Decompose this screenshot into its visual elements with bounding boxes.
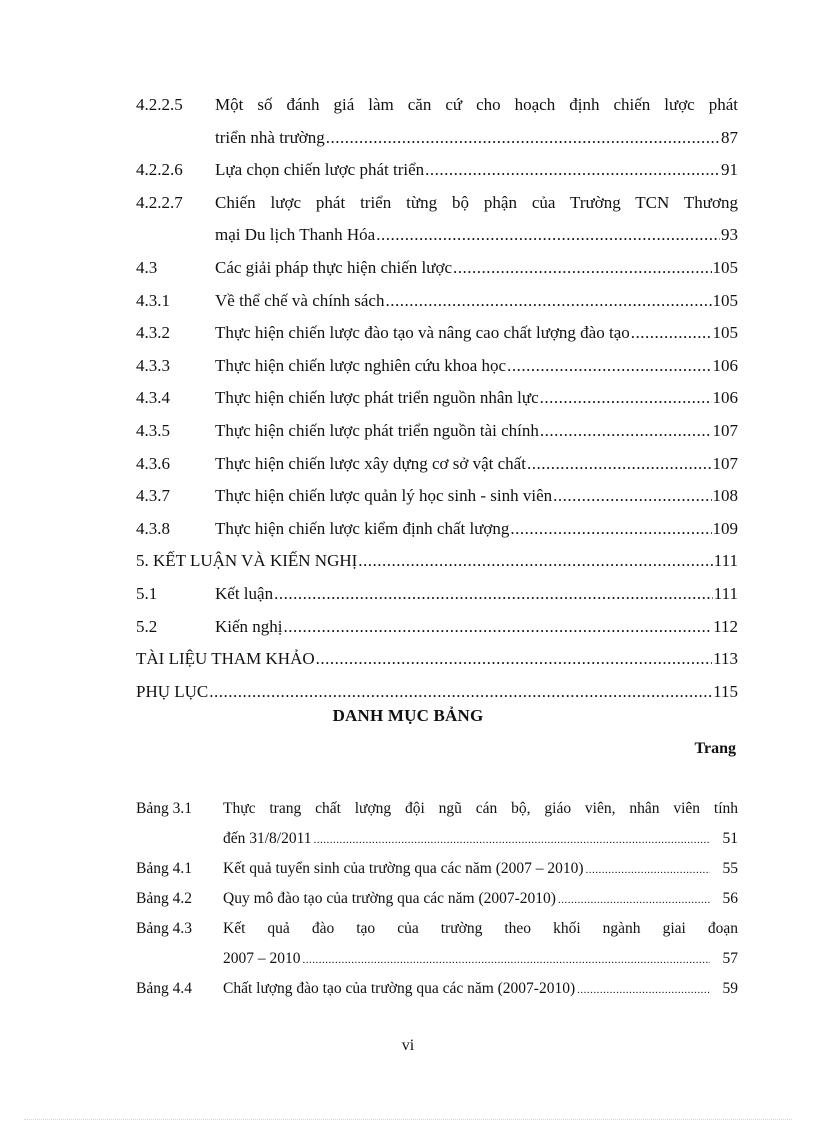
toc-title: PHỤ LỤC <box>136 681 209 701</box>
toc-leader <box>215 519 738 539</box>
toc-page: 87 <box>721 127 738 147</box>
toc-title: Thực hiện chiến lược kiểm định chất lượng <box>215 518 510 538</box>
table-entry[interactable] <box>136 976 738 1006</box>
table-page: 51 <box>722 830 738 847</box>
toc-number: 4.3.5 <box>136 420 170 440</box>
toc-number: 5.2 <box>136 616 158 636</box>
toc-leader <box>215 617 738 637</box>
toc-entry[interactable] <box>136 188 738 253</box>
table-number: Bảng 4.1 <box>136 860 192 877</box>
toc-page: 106 <box>712 388 738 408</box>
toc-leader <box>136 682 738 702</box>
table-title-cont: đến 31/8/2011 <box>223 830 312 847</box>
toc-page: 112 <box>713 616 738 636</box>
table-entry[interactable] <box>136 856 738 886</box>
toc-leader <box>215 291 738 311</box>
toc-leader <box>215 323 738 343</box>
table-page: 57 <box>722 950 738 967</box>
table-leader <box>223 860 738 878</box>
toc-number: 4.3.2 <box>136 323 170 343</box>
table-entry[interactable] <box>136 886 738 916</box>
toc-title: Lựa chọn chiến lược phát triển <box>215 160 425 180</box>
toc-leader <box>215 486 738 506</box>
toc-entry[interactable] <box>136 612 738 645</box>
toc-title: Thực hiện chiến lược xây dựng cơ sở vật chất <box>215 453 526 473</box>
toc-entry[interactable] <box>136 318 738 351</box>
toc-entry[interactable] <box>136 286 738 319</box>
page-edge-divider <box>24 1119 792 1120</box>
toc-page: 111 <box>713 583 738 603</box>
toc-entry[interactable] <box>136 481 738 514</box>
toc-entry[interactable] <box>136 416 738 449</box>
toc-leader <box>215 225 738 245</box>
toc-leader <box>215 454 738 474</box>
toc-title: Chiến lược phát triển từng bộ phận của Trường TCN Thương <box>215 192 738 212</box>
toc-entry[interactable] <box>136 579 738 612</box>
toc-page: 107 <box>712 420 738 440</box>
page-number: vi <box>401 1037 415 1054</box>
toc-leader <box>215 128 738 148</box>
toc-entry[interactable] <box>136 155 738 188</box>
table-title: Quy mô đào tạo của trường qua các năm (2007-2010) <box>223 890 556 907</box>
toc-number: 4.2.2.5 <box>136 95 183 114</box>
toc-leader <box>215 421 738 441</box>
toc-page: 113 <box>713 649 738 669</box>
table-title: Kết quả tuyển sinh của trường qua các năm (2007 – 2010) <box>223 860 584 877</box>
table-entry[interactable] <box>136 796 738 856</box>
toc-title: Thực hiện chiến lược quản lý học sinh - sinh viên <box>215 486 553 506</box>
toc-title-cont: mại Du lịch Thanh Hóa <box>215 225 376 245</box>
toc-entry[interactable] <box>136 546 738 579</box>
toc-number: 4.3.3 <box>136 355 170 375</box>
table-entry[interactable] <box>136 916 738 976</box>
table-of-contents <box>136 90 738 709</box>
toc-title: Thực hiện chiến lược đào tạo và nâng cao chất lượng đào tạo <box>215 323 630 343</box>
toc-leader <box>215 356 738 376</box>
toc-title: Thực hiện chiến lược phát triển nguồn tài chính <box>215 420 539 440</box>
toc-entry[interactable] <box>136 677 738 710</box>
table-page: 59 <box>722 980 738 997</box>
table-number: Bảng 4.4 <box>136 980 192 997</box>
toc-title: Thực hiện chiến lược phát triển nguồn nhân lực <box>215 388 539 408</box>
toc-leader <box>136 551 738 571</box>
toc-leader <box>215 160 738 180</box>
list-of-tables <box>136 796 738 1006</box>
table-leader <box>223 830 738 848</box>
toc-leader <box>215 584 738 604</box>
toc-entry[interactable] <box>136 351 738 384</box>
tables-list-heading: DANH MỤC BẢNG <box>332 706 484 725</box>
toc-page: 108 <box>712 486 738 506</box>
toc-page: 91 <box>721 160 738 180</box>
toc-page: 111 <box>713 551 738 571</box>
table-number: Bảng 4.2 <box>136 890 192 907</box>
toc-leader <box>136 649 738 669</box>
toc-title: Kết luận <box>215 583 274 603</box>
table-title: Chất lượng đào tạo của trường qua các năm (2007-2010) <box>223 980 576 997</box>
toc-number: 4.3.4 <box>136 388 170 408</box>
toc-title: Thực hiện chiến lược nghiên cứu khoa học <box>215 355 507 375</box>
toc-page: 105 <box>712 290 738 310</box>
toc-number: 5.1 <box>136 583 158 603</box>
toc-page: 107 <box>712 453 738 473</box>
toc-title: Về thể chế và chính sách <box>215 290 385 310</box>
toc-entry[interactable] <box>136 90 738 155</box>
toc-entry[interactable] <box>136 383 738 416</box>
toc-leader <box>215 388 738 408</box>
toc-entry[interactable] <box>136 253 738 286</box>
toc-entry[interactable] <box>136 644 738 677</box>
toc-title-cont: triển nhà trường <box>215 127 325 147</box>
table-number: Bảng 3.1 <box>136 800 192 817</box>
toc-page: 109 <box>712 518 738 538</box>
toc-page: 106 <box>712 355 738 375</box>
table-leader <box>223 950 738 968</box>
table-page: 56 <box>722 890 738 907</box>
toc-number: 4.3.7 <box>136 486 170 506</box>
toc-number: 4.3.1 <box>136 290 170 310</box>
table-number: Bảng 4.3 <box>136 920 192 937</box>
toc-number: 4.3 <box>136 257 158 277</box>
toc-leader <box>215 258 738 278</box>
toc-title: Một số đánh giá làm căn cứ cho hoạch định chiến lược phát <box>215 95 738 114</box>
toc-number: 4.3.8 <box>136 518 170 538</box>
table-title: Thực trang chất lượng đội ngũ cán bộ, giáo viên, nhân viên tính <box>223 800 738 817</box>
toc-title: Các giải pháp thực hiện chiến lược <box>215 257 453 277</box>
toc-entry[interactable] <box>136 449 738 482</box>
table-page: 55 <box>722 860 738 877</box>
toc-page: 115 <box>713 681 738 701</box>
toc-page: 105 <box>712 257 738 277</box>
toc-number: 4.3.6 <box>136 453 170 473</box>
table-title-cont: 2007 – 2010 <box>223 950 301 967</box>
toc-page: 93 <box>721 225 738 245</box>
table-title: Kết quả đào tạo của trường theo khối ngành giai đoạn <box>223 920 738 937</box>
toc-number: 4.2.2.7 <box>136 192 183 212</box>
toc-title: 5. KẾT LUẬN VÀ KIẾN NGHỊ <box>136 551 358 571</box>
toc-title: TÀI LIỆU THAM KHẢO <box>136 649 315 669</box>
table-leader <box>223 890 738 908</box>
page-column-label: Trang <box>694 740 736 757</box>
table-leader <box>223 980 738 998</box>
toc-entry[interactable] <box>136 514 738 547</box>
toc-page: 105 <box>712 323 738 343</box>
toc-number: 4.2.2.6 <box>136 160 183 180</box>
toc-title: Kiến nghị <box>215 616 283 636</box>
